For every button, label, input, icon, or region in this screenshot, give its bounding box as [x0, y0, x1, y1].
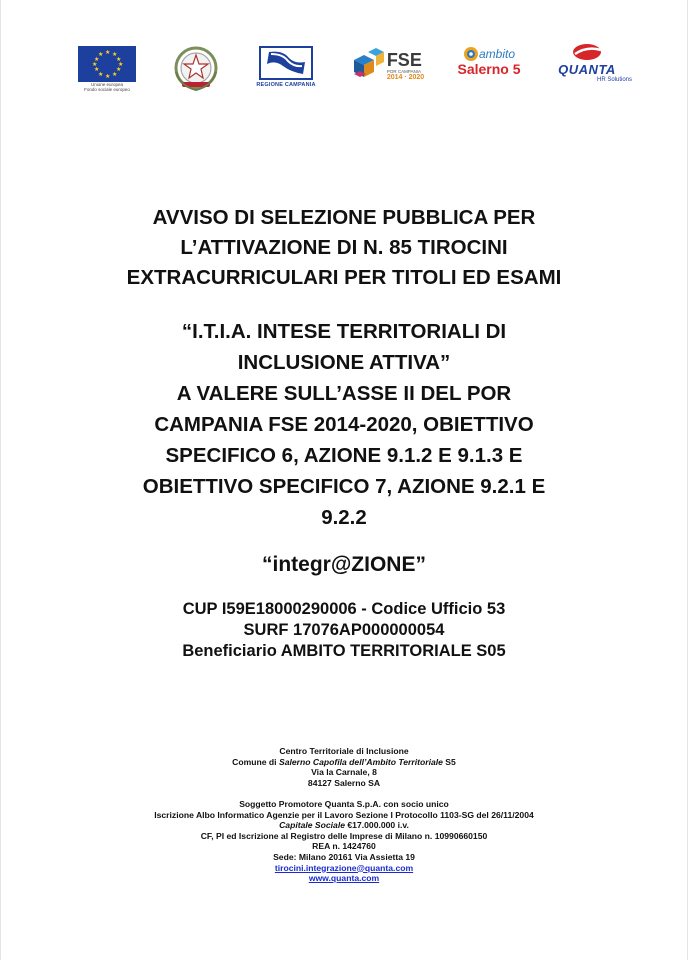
- eu-logo: [76, 42, 138, 98]
- logo-bar: [76, 42, 636, 98]
- ambito-main-label: Salerno 5: [457, 61, 521, 77]
- capital-line: [40, 820, 648, 831]
- comune-suffix: S5: [442, 756, 456, 767]
- website-link[interactable]: www.quanta.com: [308, 873, 380, 884]
- beneficiary: Beneficiario AMBITO TERRITORIALE S05: [182, 642, 506, 660]
- ambito-salerno-logo: [452, 42, 526, 98]
- quanta-name: QUANTA: [558, 62, 616, 77]
- fse-cubes-icon: [350, 46, 384, 86]
- promoter-line: Soggetto Promotore Quanta S.p.A. con socio unico: [239, 799, 449, 809]
- project-line-4: CAMPANIA FSE 2014-2020, OBIETTIVO: [154, 413, 534, 436]
- promoter-details: [40, 799, 648, 884]
- capital-label: Capitale Sociale: [279, 820, 346, 831]
- eu-flag-icon: ★ ★ ★ ★ ★ ★ ★ ★ ★ ★ ★ ★: [78, 46, 136, 82]
- ambito-top-label: ambito: [478, 47, 516, 61]
- project-motto: “integr@ZIONE”: [262, 553, 426, 576]
- project-line-2: INCLUSIONE ATTIVA”: [237, 351, 451, 374]
- email-link[interactable]: tirocini.integrazione@quanta.com: [274, 862, 414, 873]
- campania-shape-icon: [259, 46, 313, 80]
- comune-italic: Salerno Capofila dell’Ambito Territoriale: [278, 756, 443, 767]
- project-line-7: 9.2.2: [321, 506, 367, 529]
- centre-name: Centro Territoriale di Inclusione: [279, 746, 409, 756]
- project-line-3: A VALERE SULL’ASSE II DEL POR: [176, 382, 512, 405]
- quanta-sub: HR Solutions: [596, 77, 632, 83]
- comune-line: [40, 757, 648, 768]
- ambito-swirl-icon: [463, 46, 479, 62]
- fse-subtitle: POR CAMPANIA: [386, 68, 421, 74]
- campania-label: REGIONE CAMPANIA: [256, 82, 316, 88]
- project-codes: [40, 599, 648, 662]
- italian-republic-emblem: [168, 42, 224, 98]
- fse-years: 2014 · 2020: [386, 73, 425, 81]
- registry-line: CF, PI ed Iscrizione al Registro delle Imprese di Milano n. 10990660150: [200, 830, 488, 841]
- quanta-swoosh-icon: [569, 42, 605, 62]
- republic-emblem-icon: [170, 42, 222, 94]
- fse-logo: [344, 42, 430, 98]
- title-line-3: EXTRACURRICULARI PER TITOLI ED ESAMI: [126, 266, 562, 289]
- project-line-6: OBIETTIVO SPECIFICO 7, AZIONE 9.2.1 E: [142, 475, 546, 498]
- fse-title: FSE: [386, 49, 422, 70]
- eu-caption-1: Unione europea: [90, 82, 124, 87]
- comune-prefix: Comune di: [232, 756, 279, 767]
- project-line-5: SPECIFICO 6, AZIONE 9.1.2 E 9.1.3 E: [165, 444, 523, 467]
- eu-caption-2: Fondo sociale europeo: [84, 87, 130, 92]
- surf-code: SURF 17076AP000000054: [243, 621, 445, 639]
- project-line-1: “I.T.I.A. INTESE TERRITORIALI DI: [181, 320, 507, 343]
- albo-line: Iscrizione Albo Informatico Agenzie per il Lavoro Sezione I Protocollo 1103-SG del 26/11/2004: [154, 809, 534, 820]
- seat-line: Sede: Milano 20161 Via Assietta 19: [273, 851, 415, 862]
- city-address: 84127 Salerno SA: [307, 777, 381, 788]
- quanta-logo: [542, 42, 632, 98]
- inclusion-centre-address: [40, 746, 648, 788]
- notice-title: [40, 203, 648, 293]
- title-line-1: AVVISO DI SELEZIONE PUBBLICA PER: [152, 206, 536, 229]
- project-description: [40, 316, 648, 533]
- title-line-2: L’ATTIVAZIONE DI N. 85 TIROCINI: [180, 236, 508, 259]
- rea-line: REA n. 1424760: [312, 841, 376, 852]
- capital-value: €17.000.000 i.v.: [345, 820, 409, 831]
- cup-code: CUP I59E18000290006 - Codice Ufficio 53: [182, 600, 506, 618]
- regione-campania-logo: [256, 42, 316, 98]
- street-address: Via la Carnale, 8: [311, 767, 377, 778]
